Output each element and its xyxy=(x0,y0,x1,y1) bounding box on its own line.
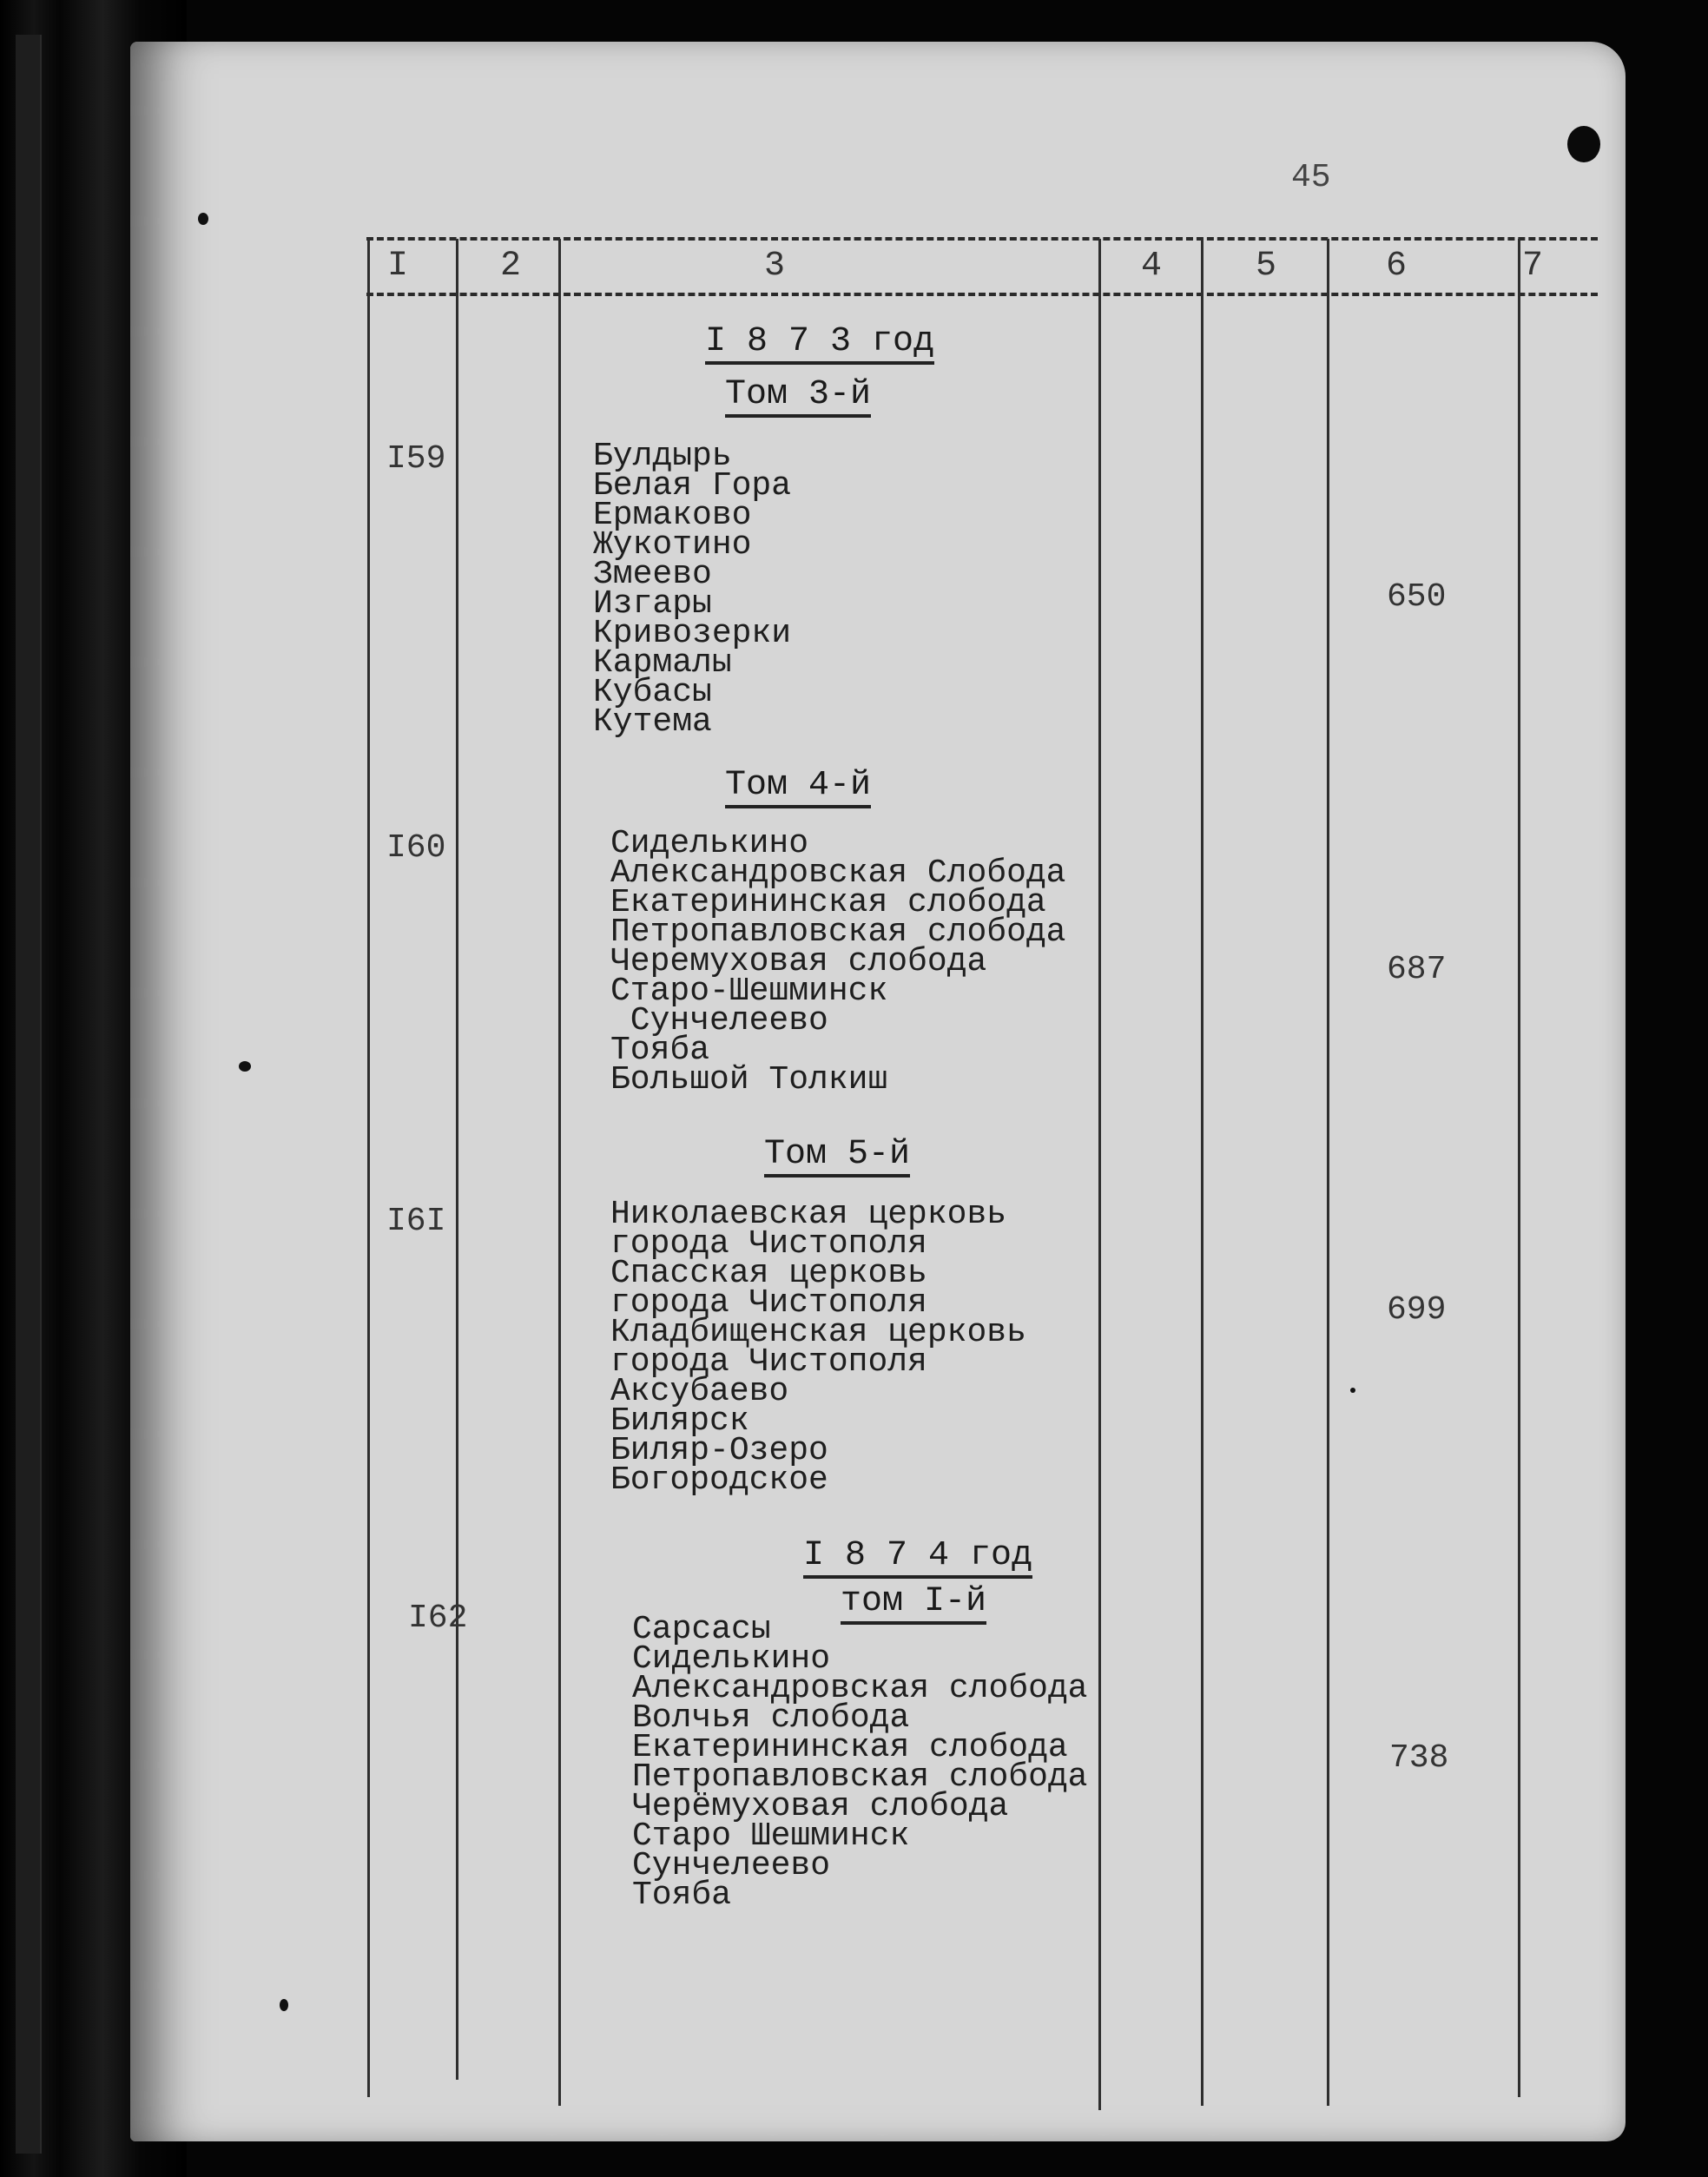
list-item: Екатерининская слобода xyxy=(632,1729,1068,1766)
column-header-5: 5 xyxy=(1255,247,1276,286)
list-item: Кармалы xyxy=(593,644,732,682)
entry-list-3 xyxy=(610,1196,1026,1499)
list-item: Изгары xyxy=(593,585,712,623)
header-bottom-rule xyxy=(366,293,1598,296)
item-number: I6I xyxy=(386,1203,446,1240)
column-header-6: 6 xyxy=(1385,247,1407,286)
ink-speck xyxy=(198,213,208,225)
list-item: Сарсасы xyxy=(632,1611,771,1648)
list-item: Екатерининская слобода xyxy=(610,884,1046,921)
column-divider-5 xyxy=(1201,239,1204,2106)
column-header-4: 4 xyxy=(1140,247,1162,286)
list-item: Петропавловская слобода xyxy=(632,1758,1088,1796)
volume-heading-4: Том 4-й xyxy=(725,769,871,808)
list-item: Сунчелеево xyxy=(632,1847,831,1884)
list-item: Большой Толкиш xyxy=(610,1061,888,1098)
spine-edge xyxy=(16,35,42,2154)
page-reference: 687 xyxy=(1387,951,1447,988)
page-number: 45 xyxy=(1291,159,1331,196)
list-item: Билярск xyxy=(610,1402,749,1440)
list-item: города Чистополя xyxy=(610,1284,927,1322)
list-item: города Чистополя xyxy=(610,1343,927,1381)
list-item: Биляр-Озеро xyxy=(610,1432,828,1469)
list-item: Тояба xyxy=(610,1032,710,1069)
list-item: Тояба xyxy=(632,1877,732,1914)
volume-heading-5: Том 5-й xyxy=(764,1138,910,1178)
list-item: Ермаково xyxy=(593,497,752,534)
list-item: Старо-Шешминск xyxy=(610,973,888,1010)
column-header-1: I xyxy=(386,247,408,286)
column-divider-2 xyxy=(456,239,458,2080)
list-item: Аксубаево xyxy=(610,1373,789,1410)
column-divider-6 xyxy=(1327,239,1329,2106)
entry-list-2 xyxy=(610,825,1066,1098)
volume-heading-3: Том 3-й xyxy=(725,378,871,418)
column-divider-7 xyxy=(1518,239,1520,2097)
page-reference: 738 xyxy=(1389,1739,1449,1777)
entry-list-4 xyxy=(632,1611,1088,1914)
column-divider-3 xyxy=(558,239,561,2106)
column-divider-4 xyxy=(1098,239,1101,2110)
list-item: Булдырь xyxy=(593,438,732,475)
list-item: Белая Гора xyxy=(593,467,792,505)
punch-hole xyxy=(1567,126,1600,162)
list-item: Николаевская церковь xyxy=(610,1196,1007,1233)
list-item: Петропавловская слобода xyxy=(610,914,1066,951)
item-number: I59 xyxy=(386,440,446,478)
list-item: Кладбищенская церковь xyxy=(610,1314,1026,1351)
entry-list-1 xyxy=(593,438,792,741)
year-heading-1873: I 8 7 3 год xyxy=(705,325,934,365)
list-item: Черёмуховая слобода xyxy=(632,1788,1009,1825)
ink-speck xyxy=(1350,1388,1355,1393)
list-item: Старо Шешминск xyxy=(632,1817,910,1855)
volume-heading-1: том I-й xyxy=(841,1585,986,1625)
list-item: Сиделькино xyxy=(632,1640,831,1678)
list-item: Кривозерки xyxy=(593,615,792,652)
column-divider-1 xyxy=(367,239,370,2097)
list-item: Жукотино xyxy=(593,526,752,564)
list-item: Александровская слобода xyxy=(632,1670,1088,1707)
list-item: города Чистополя xyxy=(610,1225,927,1263)
column-header-3: 3 xyxy=(763,247,785,286)
column-header-2: 2 xyxy=(499,247,521,286)
item-number: I62 xyxy=(408,1600,468,1637)
page-reference: 650 xyxy=(1387,578,1447,616)
ink-speck xyxy=(239,1061,251,1072)
list-item: Спасская церковь xyxy=(610,1255,927,1292)
table-top-rule xyxy=(366,237,1598,241)
ink-speck xyxy=(280,1999,288,2011)
list-item: Александровская Слобода xyxy=(610,854,1066,892)
list-item: Змеево xyxy=(593,556,712,593)
year-heading-1874: I 8 7 4 год xyxy=(803,1539,1032,1579)
column-header-7: 7 xyxy=(1521,247,1543,286)
list-item: Черемуховая слобода xyxy=(610,943,987,980)
list-item: Кубасы xyxy=(593,674,712,711)
list-item: Волчья слобода xyxy=(632,1699,910,1737)
item-number: I60 xyxy=(386,829,446,867)
list-item: Сунчелеево xyxy=(610,1002,828,1039)
list-item: Кутема xyxy=(593,703,712,741)
page-reference: 699 xyxy=(1387,1291,1447,1329)
list-item: Богородское xyxy=(610,1461,828,1499)
list-item: Сиделькино xyxy=(610,825,809,862)
